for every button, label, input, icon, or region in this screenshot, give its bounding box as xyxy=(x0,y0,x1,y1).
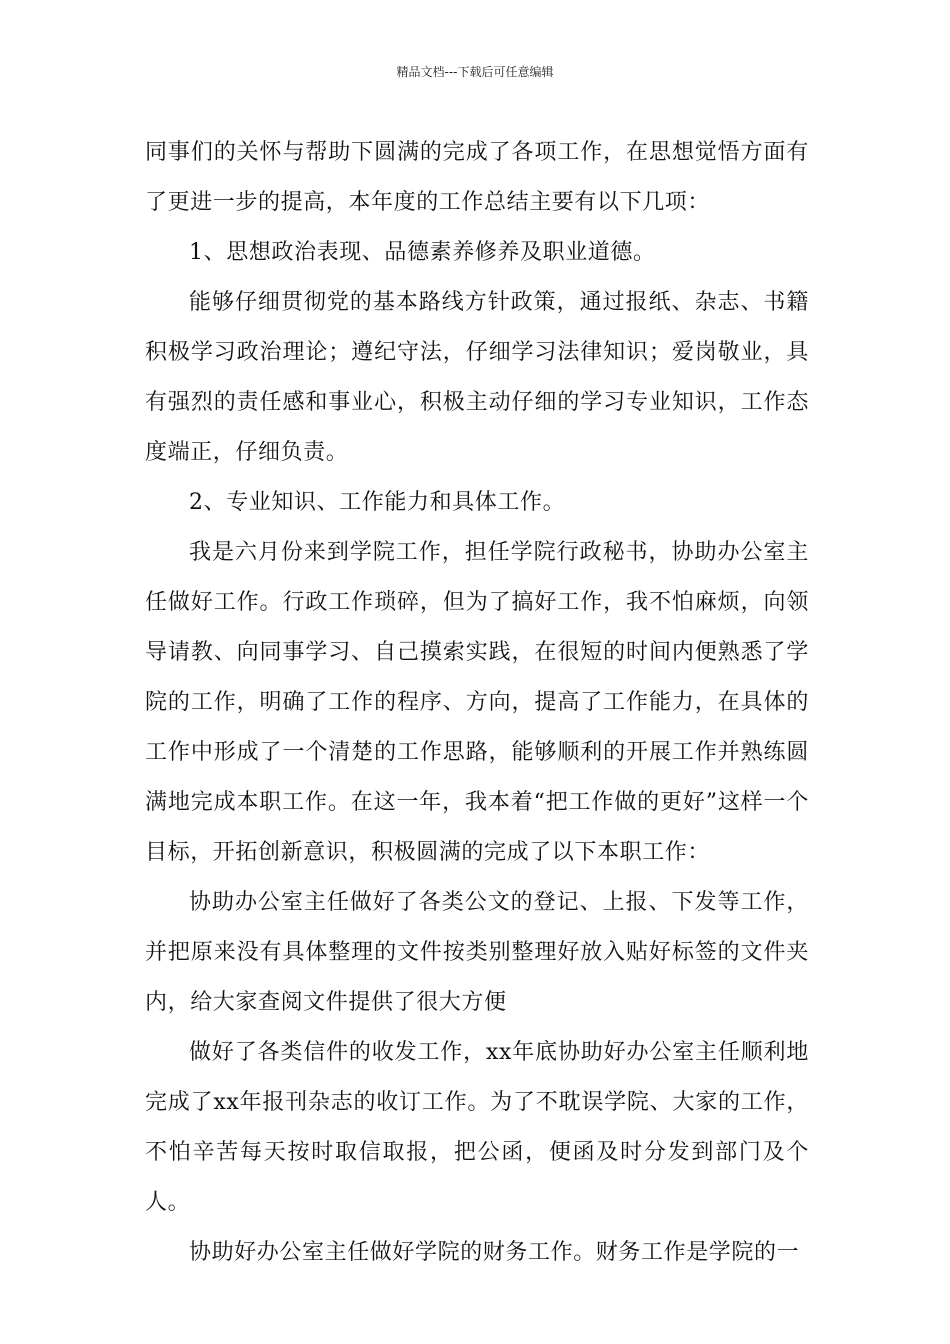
section-heading-1: 1、思想政治表现、品德素养修养及职业道德。 xyxy=(189,240,656,265)
paragraph-intro: 同事们的关怀与帮助下圆满的完成了各项工作，在思想觉悟方面有了更进一步的提高，本年度的工作总结主要有以下几项： xyxy=(145,140,809,215)
document-body xyxy=(145,128,809,1278)
paragraph-mail: 做好了各类信件的收发工作，xx年底协助好办公室主任顺利地完成了xx年报刊杂志的收订工作。为了不耽误学院、大家的工作，不怕辛苦每天按时取信取报，把公函，便函及时分发到部门及个人。 xyxy=(145,1040,809,1215)
page-header: 精品文档---下载后可任意编辑 xyxy=(396,65,554,79)
paragraph-work-intro: 我是六月份来到学院工作，担任学院行政秘书，协助办公室主任做好工作。行政工作琐碎，但为了搞好工作，我不怕麻烦，向领导请教、向同事学习、自己摸索实践，在很短的时间内便熟悉了学院的工作，明确了工作的程序、方向，提高了工作能力，在具体的工作中形成了一个清楚的工作思路，能够顺利的开展工作并熟练圆满地完成本职工作。在这一年，我本着“把工作做的更好”这样一个目标，开拓创新意识，积极圆满的完成了以下本职工作： xyxy=(145,540,809,865)
paragraph-finance: 协助好办公室主任做好学院的财务工作。财务工作是学院的一 xyxy=(189,1240,800,1265)
paragraph-documents: 协助办公室主任做好了各类公文的登记、上报、下发等工作，并把原来没有具体整理的文件按类别整理好放入贴好标签的文件夹内，给大家查阅文件提供了很大方便 xyxy=(145,890,809,1015)
section-heading-2: 2、专业知识、工作能力和具体工作。 xyxy=(189,490,566,515)
paragraph-political: 能够仔细贯彻党的基本路线方针政策，通过报纸、杂志、书籍积极学习政治理论；遵纪守法，仔细学习法律知识；爱岗敬业，具有强烈的责任感和事业心，积极主动仔细的学习专业知识，工作态度端正，仔细负责。 xyxy=(145,290,809,465)
